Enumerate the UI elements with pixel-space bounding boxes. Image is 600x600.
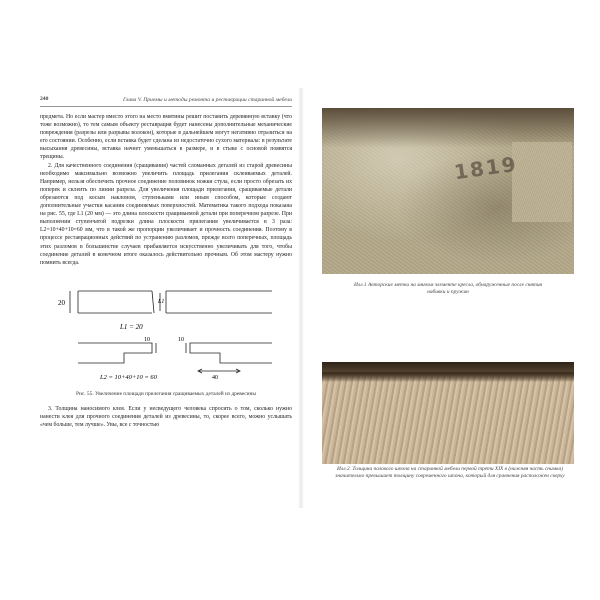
paragraph-2: 2. Для качественного соединения (сращивания) частей сломанных деталей из старой древесины необходимо максимально возможно увеличить площадь прилегания склеиваемых деталей. Например, нельзя обеспечить прочное соединение половинок ножки стула, если просто обрезать их поперек и склеить по линии разреза. Для увеличения площади прилегания, сращиваемые детали обрезаются под косым наклоном, ступеньками или иным способом, которые создают дополнительные участки касания соединяемых поверхностей. Математика такого подхода показана на рис. 55, где L1 (20 мм) — это длина плоскости сращиваемой детали при поперечном разрезе. При выполнении ступенчатой подрезки длина плоскости прилегания увеличивается в 3 раза: L2=10+40+10=60 мм, что в такой же пропорции увеличивает и прочность соединения. Поэтому в процессе реставрационных действий по устранению разломов, прежде всего поперечных, площадь этих разломов в большинстве случаев прибавляется искусственно увеличивать для того, чтобы соединение деталей в конечном итоге оказалось действительно прочным. Об этом мастеру нужно помнить всегда. [40,162,292,266]
paragraph-1: предмета. Но если мастер вместо этого на место вмятины решит поставить деревянную вставку (что тоже возможно), то тем самым объекту реставрация будет нанесены дополнительные механические повреждения (разрезы или разрывы волокон), которые в дальнейшем могут негативно отразиться на его состоянии. Особенно, если вставка будет сделана из недостаточно сухого материала: в результате высыхания древесины, вставка начнет уменьшаться в размере, и в стыке с основой появятся трещины. [40,114,292,161]
photo-stamp-text: 1819 [452,151,520,185]
label-40: 40 [212,374,218,381]
body-text [40,113,292,267]
page-number: 240 [40,96,49,102]
left-page [40,96,292,508]
body-text-2 [40,405,292,429]
figure-55 [40,281,292,389]
joint-diagram [40,281,292,381]
label-l1: L1 = 20 [120,322,143,331]
photo-veneer-shadow [322,372,574,382]
running-title: Глава V. Приемы и методы ремонта и реставрации старинной мебели [122,97,292,103]
label-10b: 10 [178,336,184,343]
label-l2: L2 = 10+40+10 = 60 [100,373,157,381]
photo-fabric-tag [512,142,572,222]
photo-caption-1: Илл.1 Авторские метки на мягком элементе кресла, обнаруженные после снятия набивки и пружин [353,282,543,295]
page-header [40,96,292,107]
page-gutter [298,88,304,508]
photo-caption-2: Илл.2. Толщина пазового шпона на старинной мебели первой трети XIX в (нижняя часть снимка) значительно превышает толщину современного шпона, который для сравнения расположен сверху [335,466,565,479]
paragraph-3: 3. Толщина наносимого клея. Если у несведущего человека спросить о том, сколько нужно нанести клея для прочного соединения деталей из древесины, то, скорее всего, можно услышать «чем больше, тем лучше». Увы, все с точностью [40,405,292,428]
figure-caption: Рис. 55. Увеличение площади прилегания сращиваемых деталей из древесины [75,390,257,397]
label-l1-side: L1 [158,298,165,305]
photo-veneer [322,362,574,464]
label-10a: 10 [144,336,150,343]
photo-fabric-stamp [322,108,574,274]
label-20: 20 [58,298,65,307]
